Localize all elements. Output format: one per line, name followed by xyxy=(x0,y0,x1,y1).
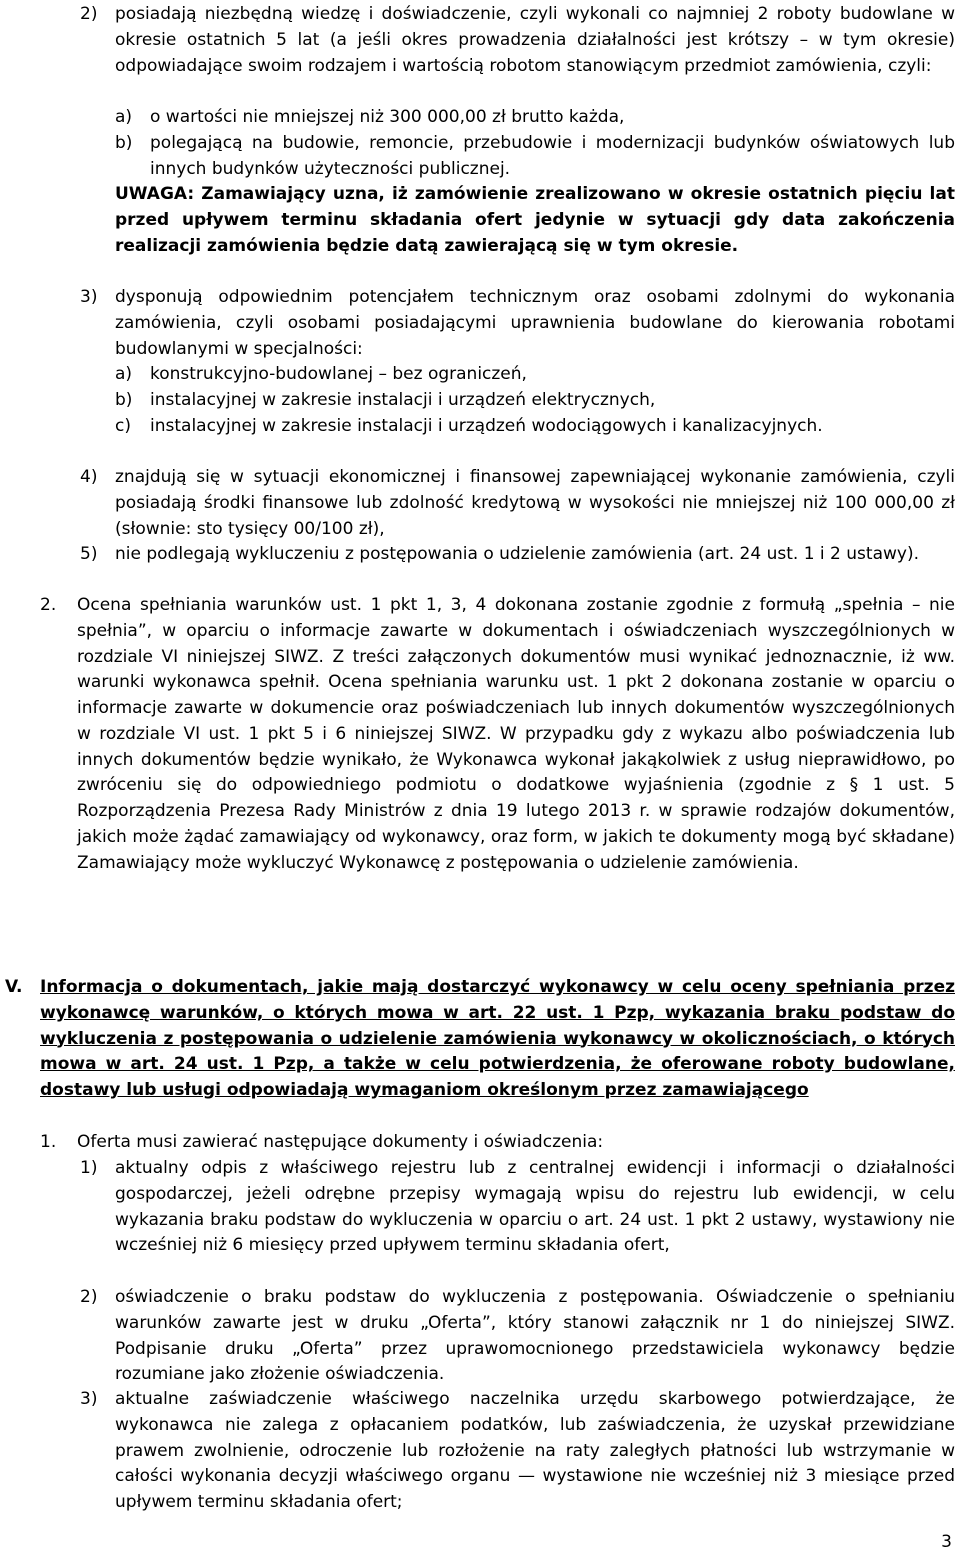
item-text: dysponują odpowiednim potencjałem technicznym oraz osobami zdolnymi do wykonania zamówienia, czyli osobami posiadającymi uprawnienia budowlane do kierowania robotami budowlanymi w specjalności: xyxy=(115,287,955,359)
subitem-letter: a) xyxy=(115,107,133,127)
uwaga-note: UWAGA: Zamawiający uzna, iż zamówienie zrealizowano w okresie ostatnich pięciu lat przed upływem terminu składania ofert jedynie w sytuacji gdy data zakończenia realizacji zamówienia będzie datą zawierającą się w tym okresie. xyxy=(115,184,955,256)
item-number: 4) xyxy=(80,467,98,487)
page-number: 3 xyxy=(941,1532,952,1552)
subitem-text: o wartości nie mniejszej niż 300 000,00 zł brutto każda, xyxy=(150,107,625,127)
item-number: 2) xyxy=(80,1287,98,1307)
section-heading: Informacja o dokumentach, jakie mają dostarczyć wykonawcy w celu oceny spełniania przez wykonawcę warunków, o których mowa w art. 22 ust. 1 Pzp, wykazania braku podstaw do wykluczenia z postępowania o udzielenie zamówienia wykonawcy w okolicznościach, o których mowa w art. 24 ust. 1 Pzp, a także w celu potwierdzenia, że oferowane roboty budowlane, dostawy lub usługi odpowiadają wymaganiom określonym przez zamawiającego xyxy=(40,977,955,1100)
subitem-text: instalacyjnej w zakresie instalacji i urządzeń wodociągowych i kanalizacyjnych. xyxy=(150,416,823,436)
paragraph-text: Oferta musi zawierać następujące dokumenty i oświadczenia: xyxy=(77,1132,604,1152)
item-text: aktualny odpis z właściwego rejestru lub z centralnej ewidencji i informacji o działalności gospodarczej, jeżeli odrębne przepisy wymagają wpisu do rejestru lub ewidencji, w celu wykazania braku podstaw do wykluczenia w oparciu o art. 24 ust. 1 pkt 2 ustawy, wystawiony nie wcześniej niż 6 miesięcy przed upływem terminu składania ofert, xyxy=(115,1158,955,1256)
item-number: 3) xyxy=(80,1389,98,1409)
paragraph-number: 2. xyxy=(40,595,57,615)
subitem-text: instalacyjnej w zakresie instalacji i urządzeń elektrycznych, xyxy=(150,390,656,410)
subitem-letter: a) xyxy=(115,364,133,384)
item-number: 1) xyxy=(80,1158,98,1178)
subitem-text: polegającą na budowie, remoncie, przebudowie i modernizacji budynków oświatowych lub innych budynków użyteczności publicznej. xyxy=(150,133,955,179)
item-number: 3) xyxy=(80,287,98,307)
item-text: nie podlegają wykluczeniu z postępowania o udzielenie zamówienia (art. 24 ust. 1 i 2 ustawy). xyxy=(115,544,919,564)
subitem-text: konstrukcyjno-budowlanej – bez ograniczeń, xyxy=(150,364,527,384)
subitem-letter: c) xyxy=(115,416,131,436)
item-text: znajdują się w sytuacji ekonomicznej i finansowej zapewniającej wykonanie zamówienia, czyli posiadają środki finansowe lub zdolność kredytową w wysokości nie mniejszej niż 100 000,00 zł (słownie: sto tysięcy 00/100 zł), xyxy=(115,467,955,539)
section-number: V. xyxy=(5,977,23,997)
item-number: 2) xyxy=(80,4,98,24)
subitem-letter: b) xyxy=(115,133,133,153)
item-text: aktualne zaświadczenie właściwego naczelnika urzędu skarbowego potwierdzające, że wykonawca nie zalega z opłacaniem podatków, lub zaświadczenia, że uzyskał przewidziane prawem zwolnienie, odroczenie lub rozłożenie na raty zaległych płatności lub wstrzymanie w całości wykonania decyzji właściwego organu — wystawione nie wcześniej niż 3 miesiące przed upływem terminu składania ofert; xyxy=(115,1389,955,1512)
subitem-letter: b) xyxy=(115,390,133,410)
paragraph-text: Ocena spełniania warunków ust. 1 pkt 1, 3, 4 dokonana zostanie zgodnie z formułą „spełnia – nie spełnia”, w oparciu o informacje zawarte w dokumentach i oświadczeniach wyszczególnionych w rozdziale VI niniejszej SIWZ. Z treści załączonych dokumentów musi wynikać jednoznacznie, iż ww. warunki wykonawca spełnił. Ocena spełniania warunku ust. 1 pkt 2 dokonana zostanie w oparciu o informacje zawarte w dokumencie oraz poświadczeniach lub innych dokumentów wyszczególnionych w rozdziale VI ust. 1 pkt 5 i 6 niniejszej SIWZ. W przypadku gdy z wykazu albo poświadczenia lub innych dokumentów będzie wynikało, że Wykonawca wykonał jakąkolwiek z usług nieprawidłowo, po zwróceniu się do odpowiedniego podmiotu o dodatkowe wyjaśnienia (zgodnie z § 1 ust. 5 Rozporządzenia Prezesa Rady Ministrów z dnia 19 lutego 2013 r. w sprawie rodzajów dokumentów, jakich może żądać zamawiający od wykonawcy, oraz form, w jakich te dokumenty mogą być składane) Zamawiający może wykluczyć Wykonawcę z postępowania o udzielenie zamówienia. xyxy=(77,595,955,873)
item-text: posiadają niezbędną wiedzę i doświadczenie, czyli wykonali co najmniej 2 roboty budowlane w okresie ostatnich 5 lat (a jeśli okres prowadzenia działalności jest krótszy – w tym okresie) odpowiadające swoim rodzajem i wartością robotom stanowiącym przedmiot zamówienia, czyli: xyxy=(115,4,955,76)
item-text: oświadczenie o braku podstaw do wykluczenia z postępowania. Oświadczenie o spełnianiu warunków zawarte jest w druku „Oferta”, który stanowi załącznik nr 1 do niniejszej SIWZ. Podpisanie druku „Oferta” przez uprawomocnionego przedstawiciela wykonawcy będzie rozumiane jako złożenie oświadczenia. xyxy=(115,1287,955,1385)
paragraph-number: 1. xyxy=(40,1132,57,1152)
item-number: 5) xyxy=(80,544,98,564)
